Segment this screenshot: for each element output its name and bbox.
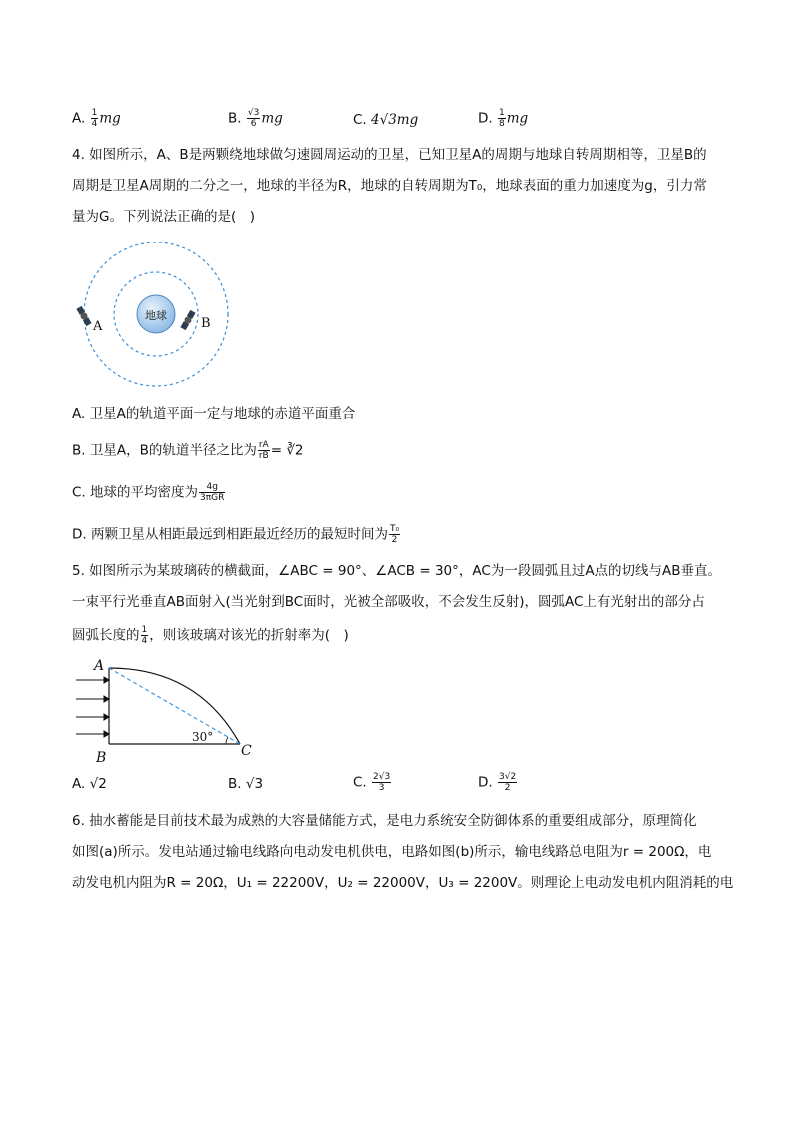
option-letter: C. [353, 112, 367, 128]
denominator: 2 [391, 535, 398, 545]
q4-stem-line-1: 4. 如图所示，A、B是两颗绕地球做匀速圆周运动的卫星，已知卫星A的周期与地球自转周期相等，卫星B的 [72, 147, 707, 163]
point-c-label: C [241, 743, 252, 759]
option-text: √3 [245, 776, 264, 792]
satellite-orbit-figure [70, 242, 240, 392]
option-letter: A. [72, 110, 86, 127]
denominator: 6 [250, 119, 257, 129]
denominator: 3 [378, 783, 385, 793]
q3-option-a [72, 108, 121, 129]
q6-stem-line-3: 动发电机内阻为R = 20Ω，U₁ = 22200V，U₂ = 22000V，U₃ = 2200V。则理论上电动发电机内阻消耗的电 [72, 875, 734, 891]
numerator: 1 [91, 108, 98, 118]
fraction [389, 524, 400, 545]
option-letter: A. [72, 776, 86, 792]
denominator: 8 [498, 119, 505, 129]
q4-option-d [72, 524, 401, 545]
numerator: T₀ [389, 524, 400, 534]
numerator: 4g [199, 482, 225, 493]
point-b-label: B [96, 750, 107, 766]
denominator: rB [258, 451, 269, 461]
denominator: 3πGR [200, 493, 225, 503]
denominator: 2 [504, 783, 511, 793]
option-text: 4√3mg [371, 112, 419, 128]
option-letter: D. [478, 110, 493, 127]
option-text: mg [506, 110, 529, 127]
numerator: 1 [141, 625, 148, 635]
numerator: rA [258, 440, 269, 450]
q4-stem-line-2: 周期是卫星A周期的二分之一，地球的半径为R，地球的自转周期为T₀，地球表面的重力加速度为g，引力常 [72, 178, 707, 194]
q4-option-c [72, 482, 226, 503]
fraction [498, 772, 517, 793]
q5-option-d [478, 772, 518, 793]
option-text: B. 卫星A，B的轨道半径之比为 [72, 442, 257, 459]
q4-option-b [72, 440, 304, 461]
option-text: mg [99, 110, 121, 127]
q3-option-b [228, 108, 283, 129]
q4-stem-line-3: 量为G。下列说法正确的是( ) [72, 209, 255, 225]
fraction [247, 108, 260, 129]
satellite-b-icon [180, 310, 196, 331]
satellite-b-label: B [201, 316, 211, 331]
fraction [141, 625, 149, 646]
option-letter: B. [228, 776, 242, 792]
glass-prism-figure [70, 654, 260, 766]
fraction [91, 108, 99, 129]
q6-stem-line-2: 如图(a)所示。发电站通过输电线路向电动发电机供电，电路如图(b)所示，输电线路总电阻为r = 200Ω，电 [72, 844, 712, 860]
numerator: 3√2 [498, 772, 517, 782]
q5-stem-line-1: 5. 如图所示为某玻璃砖的横截面，∠ABC = 90°、∠ACB = 30°，AC为一段圆弧且过A点的切线与AB垂直。 [72, 563, 722, 579]
numerator: 2√3 [373, 772, 391, 782]
option-text: C. 地球的平均密度为 [72, 484, 199, 501]
stem-text: ，则该玻璃对该光的折射率为( ) [149, 627, 349, 644]
point-a-label: A [94, 658, 105, 674]
incident-light-arrows [76, 677, 109, 737]
q5-stem-line-3 [72, 625, 349, 646]
q3-option-d [478, 108, 528, 129]
q5-stem-line-2: 一束平行光垂直AB面射入(当光射到BC面时，光被全部吸收，不会发生反射)，圆弧AC上有光射出的部分占 [72, 594, 705, 610]
numerator: 1 [498, 108, 505, 118]
q5-option-a [72, 774, 107, 794]
denominator: 4 [141, 636, 148, 646]
fraction [258, 440, 270, 461]
q3-option-c [353, 110, 418, 130]
stem-text: 圆弧长度的 [72, 627, 140, 644]
numerator: √3 [247, 108, 260, 118]
option-letter: D. [478, 774, 493, 791]
fraction [498, 108, 506, 129]
denominator: 4 [91, 119, 98, 129]
option-text: √2 [89, 776, 107, 792]
angle-arc [226, 737, 228, 744]
satellite-a-label: A [93, 319, 103, 334]
chord-ac [109, 668, 240, 744]
q5-option-c [353, 772, 392, 793]
option-text: = ∛2 [270, 442, 304, 459]
option-letter: B. [228, 110, 242, 127]
q6-stem-line-1: 6. 抽水蓄能是目前技术最为成熟的大容量储能方式，是电力系统安全防御体系的重要组成部分，原理简化 [72, 813, 697, 829]
option-text: mg [261, 110, 283, 127]
q5-option-b [228, 774, 263, 794]
option-letter: C. [353, 774, 367, 791]
fraction [372, 772, 391, 793]
q4-option-a: A. 卫星A的轨道平面一定与地球的赤道平面重合 [72, 406, 356, 422]
angle-label: 30° [192, 730, 214, 744]
earth-label: 地球 [145, 309, 167, 322]
option-text: D. 两颗卫星从相距最远到相距最近经历的最短时间为 [72, 526, 388, 543]
fraction [199, 482, 225, 503]
